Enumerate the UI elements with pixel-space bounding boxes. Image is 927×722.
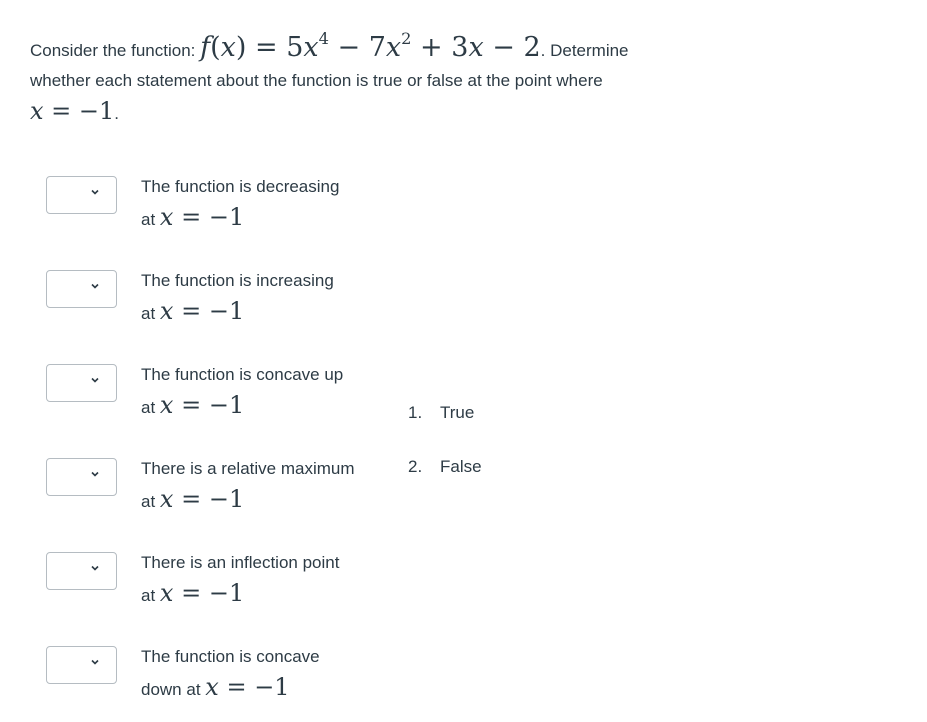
question-line2: whether each statement about the function is true or false at the point where bbox=[30, 71, 603, 90]
question-suffix: . Determine bbox=[540, 41, 629, 60]
chevron-down-icon bbox=[91, 282, 99, 290]
statement-row bbox=[46, 644, 406, 704]
statement-text: There is an inflection point at x = −1 bbox=[141, 553, 340, 607]
answer-dropdown[interactable] bbox=[46, 646, 117, 684]
chevron-down-icon bbox=[91, 470, 99, 478]
statement-text: The function is concave up at x = −1 bbox=[141, 365, 344, 419]
statement-text: There is a relative maximum at x = −1 bbox=[141, 459, 355, 513]
statement-row bbox=[46, 268, 406, 328]
answer-options bbox=[408, 398, 482, 506]
question-prefix: Consider the function: bbox=[30, 41, 196, 60]
answer-dropdown[interactable] bbox=[46, 270, 117, 308]
chevron-down-icon bbox=[91, 376, 99, 384]
statement-text: The function is concave down at x = −1 bbox=[141, 647, 320, 701]
statement-text: The function is increasing at x = −1 bbox=[141, 271, 334, 325]
chevron-down-icon bbox=[91, 188, 99, 196]
statement-row bbox=[46, 456, 406, 516]
chevron-down-icon bbox=[91, 564, 99, 572]
answer-dropdown[interactable] bbox=[46, 176, 117, 214]
answer-option-true: 1. True bbox=[408, 403, 475, 422]
answer-dropdown[interactable] bbox=[46, 552, 117, 590]
question-end: . bbox=[114, 104, 120, 123]
statement-text: The function is decreasing at x = −1 bbox=[141, 177, 340, 231]
answer-dropdown[interactable] bbox=[46, 458, 117, 496]
answer-dropdown[interactable] bbox=[46, 364, 117, 402]
point-formula: x = −1 bbox=[30, 97, 115, 125]
chevron-down-icon bbox=[91, 658, 99, 666]
function-formula: $f(x) = 5x^4 - 7x^2 + 3x - 2$ bbox=[200, 29, 541, 63]
answer-option-false: 2. False bbox=[408, 457, 482, 476]
question-text bbox=[30, 26, 720, 129]
statement-row bbox=[46, 174, 406, 234]
statement-row bbox=[46, 362, 406, 422]
statement-row bbox=[46, 550, 406, 610]
